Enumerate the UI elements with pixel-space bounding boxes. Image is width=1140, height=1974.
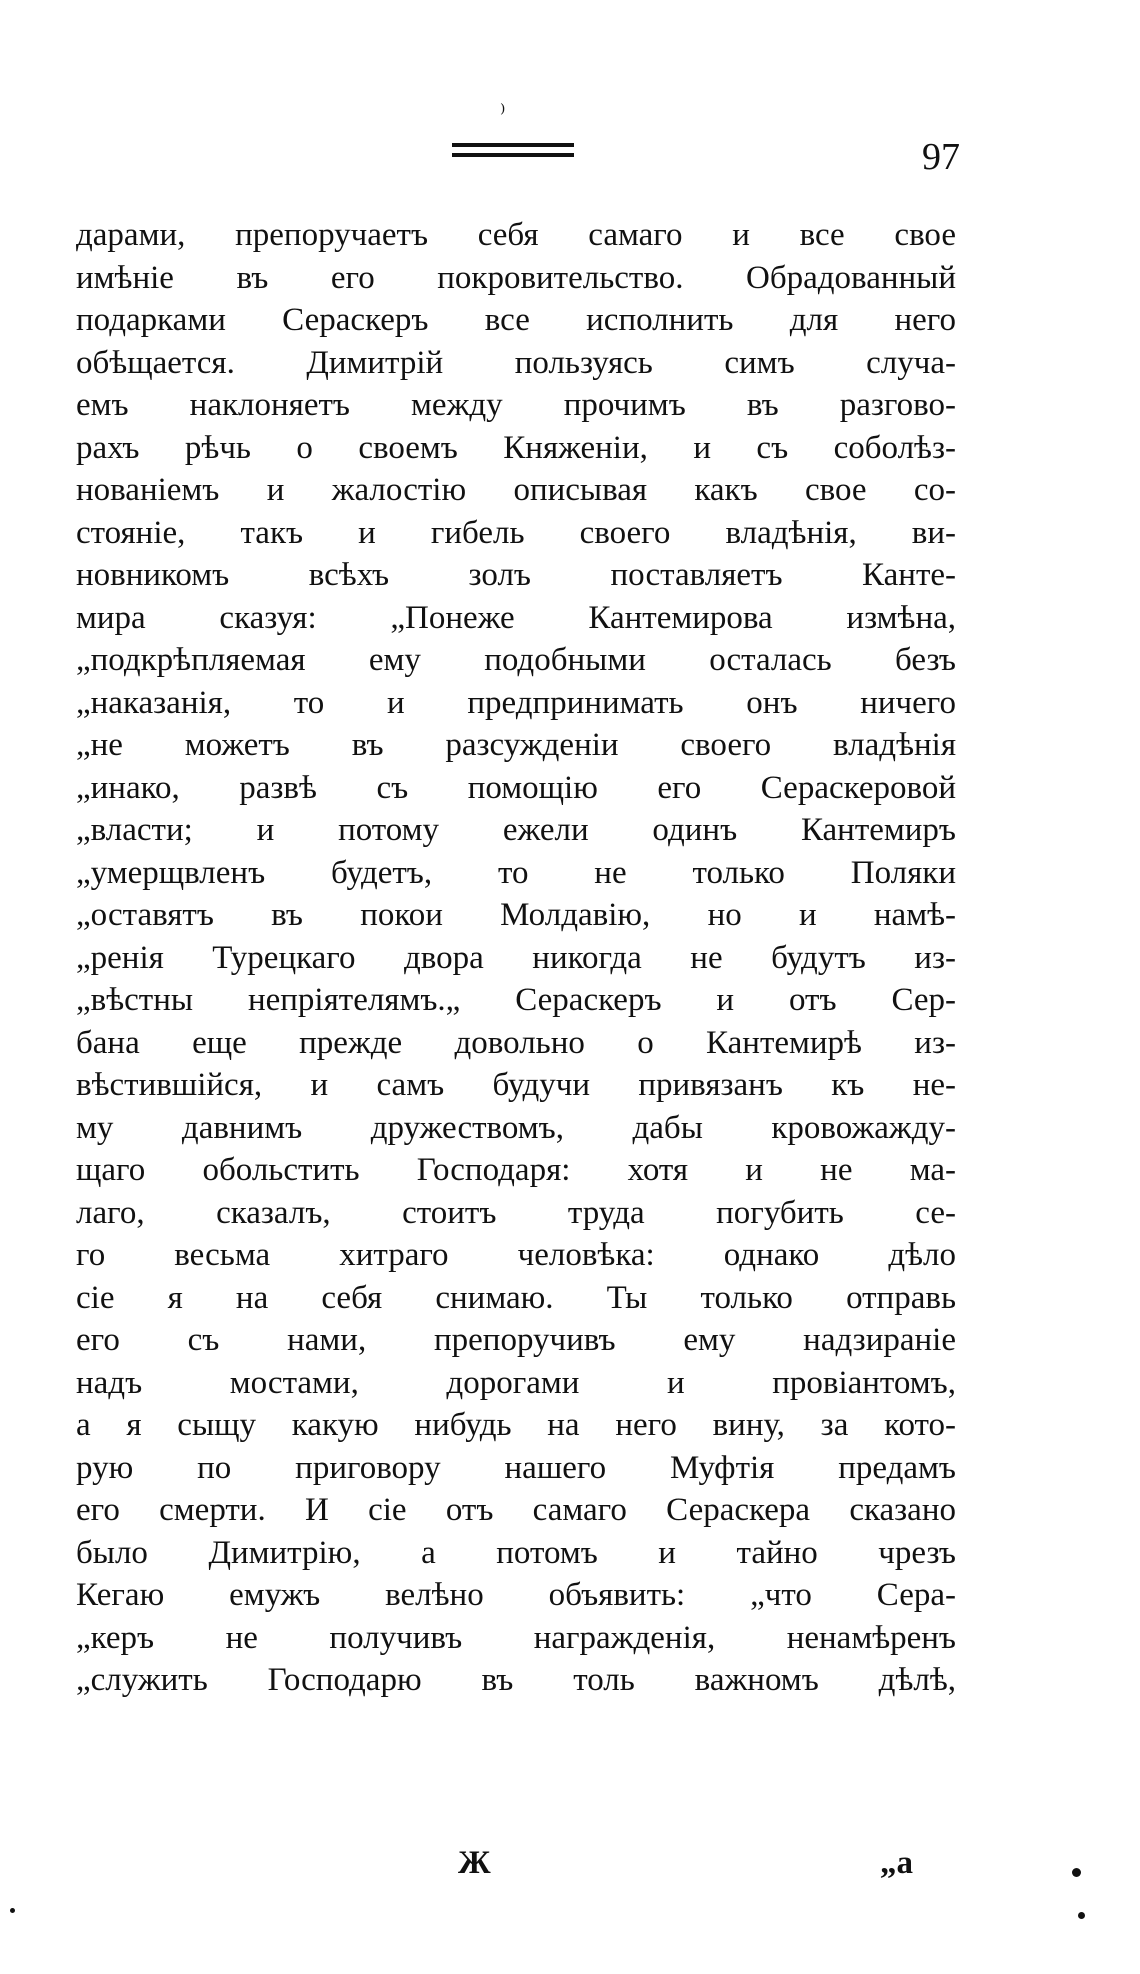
text-line: рахъ рѣчь о своемъ Княженіи, и съ соболѣз- <box>76 429 956 466</box>
text-line: было Димитрію, а потомъ и тайно чрезъ <box>76 1534 956 1571</box>
text-line: щаго обольстить Господаря: хотя и не ма- <box>76 1152 956 1188</box>
text-line: надъ мостами, дорогами и провіантомъ, <box>76 1364 956 1401</box>
ink-speck <box>1078 1912 1085 1919</box>
text-line: новникомъ всѣхъ золъ поставляетъ Канте- <box>76 557 956 593</box>
text-line: его смерти. И сіе отъ самаго Сераскера сказано <box>76 1492 956 1528</box>
text-line: дарами, препоручаетъ себя самаго и все свое <box>76 217 956 253</box>
text-line: „подкрѣпляемая ему подобными осталась безъ <box>76 642 956 678</box>
text-line: „ренія Турецкаго двора никогда не будутъ из- <box>76 939 956 976</box>
text-line: емъ наклоняетъ между прочимъ въ разгово- <box>76 387 956 423</box>
text-line: му давнимъ дружествомъ, дабы кровожажду- <box>76 1109 956 1146</box>
catchword: „а <box>880 1845 913 1881</box>
header-rule-bottom <box>452 153 574 157</box>
text-line: мира сказуя: „Понеже Кантемирова измѣна, <box>76 599 956 636</box>
text-line: лаго, сказалъ, стоитъ труда погубить се- <box>76 1194 956 1231</box>
text-line: обѣщается. Димитрій пользуясь симъ случа- <box>76 344 956 381</box>
page-number: 97 <box>922 136 960 178</box>
body-text <box>76 214 956 1702</box>
text-line: подарками Сераскеръ все исполнить для него <box>76 302 956 338</box>
text-line: „инако, развѣ съ помощію его Сераскеровой <box>76 769 956 806</box>
text-line: „оставятъ въ покои Молдавію, но и намѣ- <box>76 897 956 933</box>
text-line: „не можетъ въ разсужденіи своего владѣнія <box>76 727 956 763</box>
text-line: „вѣстны непріятелямъ.„ Сераскеръ и отъ Сер- <box>76 982 956 1018</box>
text-line: „керъ не получивъ награжденія, ненамѣренъ <box>76 1619 956 1656</box>
text-line: Кегаю емужъ велѣно объявить: „что Сера- <box>76 1577 956 1613</box>
header-rule-top <box>452 143 574 147</box>
text-line: „наказанія, то и предпринимать онъ ничего <box>76 684 956 721</box>
text-line: „власти; и потому ежели одинъ Кантемиръ <box>76 812 956 848</box>
ink-speck <box>10 1908 15 1913</box>
text-line: го весьма хитраго человѣка: однако дѣло <box>76 1237 956 1273</box>
ink-speck <box>1072 1868 1081 1877</box>
signature-mark: Ж <box>458 1845 491 1881</box>
text-line: стояніе, такъ и гибель своего владѣнія, ви- <box>76 514 956 551</box>
ink-mark: ⁾ <box>500 100 506 125</box>
text-line: нованіемъ и жалостію описывая какъ свое со- <box>76 472 956 508</box>
text-line: вѣстившійся, и самъ будучи привязанъ къ не- <box>76 1067 956 1103</box>
text-line: а я сыщу какую нибудь на него вину, за кото- <box>76 1407 956 1443</box>
text-line: „умерщвленъ будетъ, то не только Поляки <box>76 854 956 891</box>
text-line: рую по приговору нашего Муфтія предамъ <box>76 1449 956 1486</box>
text-line: „служить Господарю въ толь важномъ дѣлѣ, <box>76 1662 956 1698</box>
text-line: его съ нами, препоручивъ ему надзираніе <box>76 1322 956 1358</box>
text-line: сіе я на себя снимаю. Ты только отправь <box>76 1279 956 1316</box>
text-line: бана еще прежде довольно о Кантемирѣ из- <box>76 1024 956 1061</box>
text-line: имѣніе въ его покровительство. Обрадованный <box>76 259 956 296</box>
page-footer <box>0 1845 1140 1885</box>
